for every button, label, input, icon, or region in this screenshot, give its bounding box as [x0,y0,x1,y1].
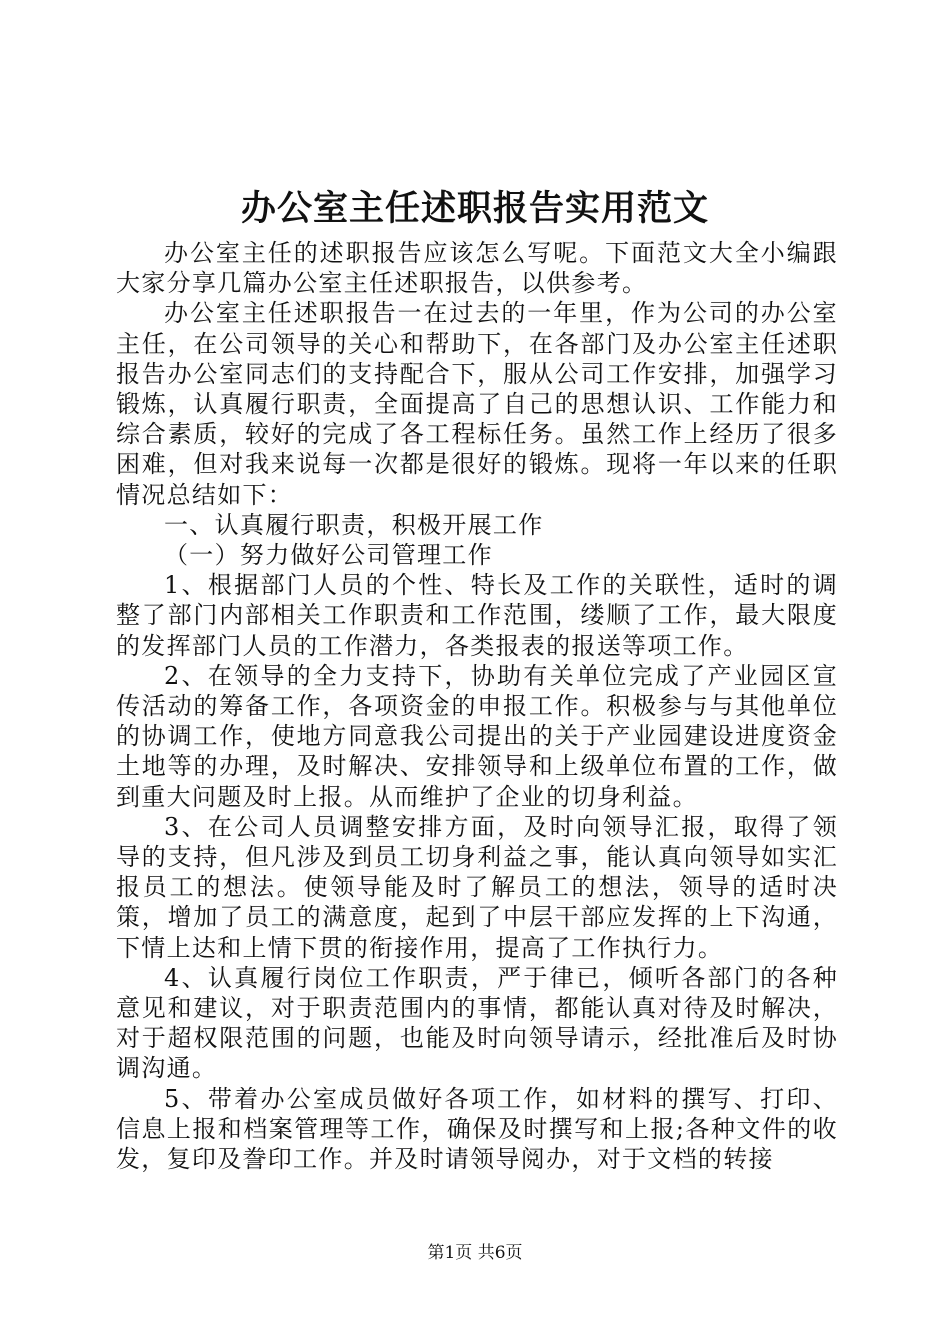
paragraph: 2、在领导的全力支持下，协助有关单位完成了产业园区宣传活动的筹备工作，各项资金的申报工作。积极参与与其他单位的协调工作，使地方同意我公司提出的关于产业园建设进度资金土地等的办理，及时解决、安排领导和上级单位布置的工作，做到重大问题及时上报。从而维护了企业的切身利益。 [116,661,838,811]
document-body [116,238,838,1174]
paragraph: 办公室主任的述职报告应该怎么写呢。下面范文大全小编跟大家分享几篇办公室主任述职报告，以供参考。 [116,239,838,298]
page-footer: 第1页 共6页 [427,1243,523,1263]
section-heading: 一、认真履行职责，积极开展工作 [164,510,544,539]
paragraph: 3、在公司人员调整安排方面，及时向领导汇报，取得了领导的支持，但凡涉及到员工切身利益之事，能认真向领导如实汇报员工的想法。使领导能及时了解员工的想法，领导的适时决策，增加了员工的满意度，起到了中层干部应发挥的上下沟通，下情上达和上情下贯的衔接作用，提高了工作执行力。 [116,812,838,962]
document-title: 办公室主任述职报告实用范文 [240,188,709,229]
paragraph: 5、带着办公室成员做好各项工作，如材料的撰写、打印、信息上报和档案管理等工作，确保及时撰写和上报;各种文件的收发，复印及誊印工作。并及时请领导阅办，对于文档的转接 [116,1084,838,1174]
paragraph: 办公室主任述职报告一在过去的一年里，作为公司的办公室主任，在公司领导的关心和帮助下，在各部门及办公室主任述职报告办公室同志们的支持配合下，服从公司工作安排，加强学习锻炼，认真履行职责，全面提高了自己的思想认识、工作能力和综合素质，较好的完成了各工程标任务。虽然工作上经历了很多困难，但对我来说每一次都是很好的锻炼。现将一年以来的任职情况总结如下： [116,299,838,509]
paragraph: 4、认真履行岗位工作职责，严于律已，倾听各部门的各种意见和建议，对于职责范围内的事情，都能认真对待及时解决，对于超权限范围的问题，也能及时向领导请示，经批准后及时协调沟通。 [116,963,838,1083]
paragraph: 1、根据部门人员的个性、特长及工作的关联性，适时的调整了部门内部相关工作职责和工作范围，缕顺了工作，最大限度的发挥部门人员的工作潜力，各类报表的报送等项工作。 [116,571,838,660]
subsection-heading: （一）努力做好公司管理工作 [164,541,493,570]
